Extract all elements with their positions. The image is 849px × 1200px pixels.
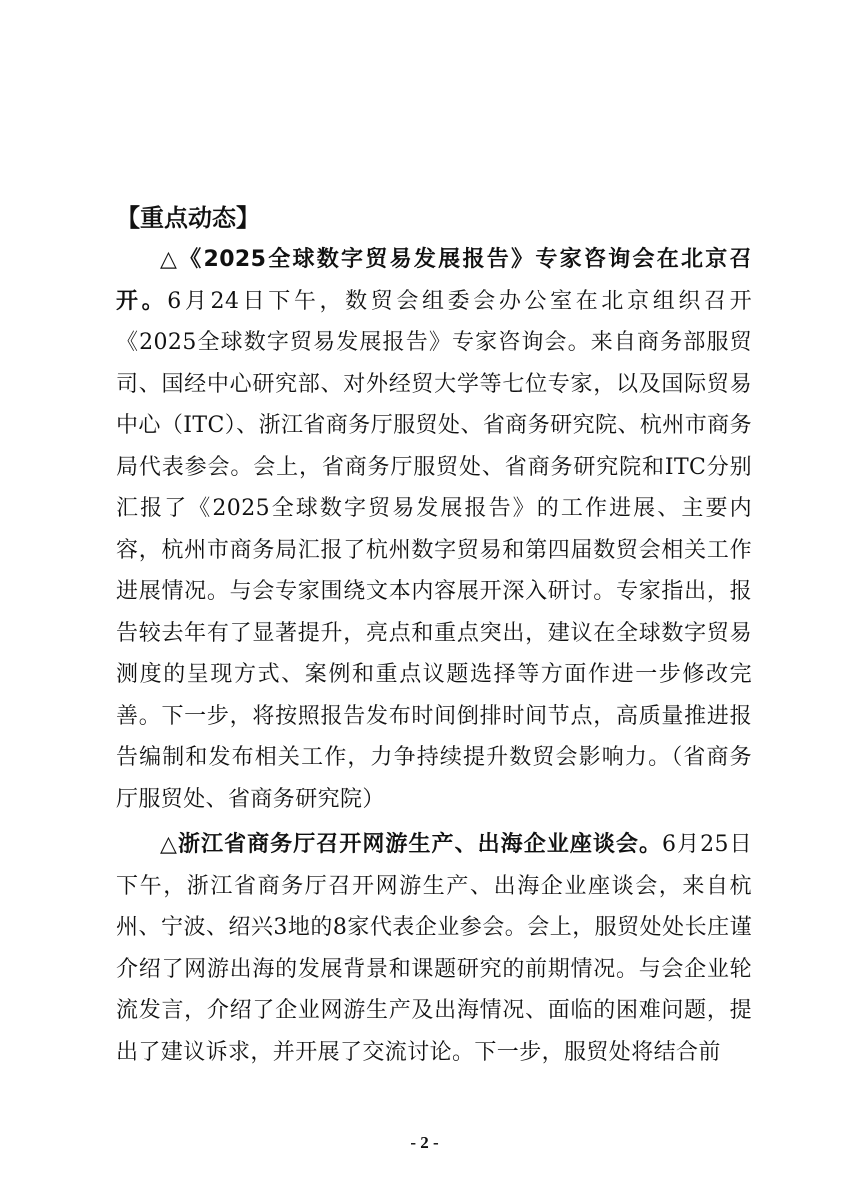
news-item bbox=[116, 239, 752, 820]
document-body bbox=[116, 197, 752, 1077]
news-item-body: 6月25日下午，浙江省商务厅召开网游生产、出海企业座谈会，来自杭州、宁波、绍兴3地的8家代表企业参会。会上，服贸处处长庄谨介绍了网游出海的发展背景和课题研究的前期情况。与会企业轮流发言，介绍了企业网游生产及出海情况、面临的困难问题，提出了建议诉求，并开展了交流讨论。下一步，服贸处将结合前 bbox=[116, 832, 752, 1065]
news-item-headline: △《2025全球数字贸易发展报告》专家咨询会在北京召开。 bbox=[116, 247, 752, 314]
page-number: - 2 - bbox=[410, 1133, 439, 1152]
news-item-headline: △浙江省商务厅召开网游生产、出海企业座谈会。 bbox=[160, 832, 663, 857]
news-item bbox=[116, 824, 752, 1073]
news-item-body: 6月24日下午，数贸会组委会办公室在北京组织召开《2025全球数字贸易发展报告》专家咨询会。来自商务部服贸司、国经中心研究部、对外经贸大学等七位专家，以及国际贸易中心（ITC）、浙江省商务厅服贸处、省商务研究院、杭州市商务局代表参会。会上，省商务厅服贸处、省商务研究院和ITC分别汇报了《2025全球数字贸易发展报告》的工作进展、主要内容，杭州市商务局汇报了杭州数字贸易和第四届数贸会相关工作进展情况。与会专家围绕文本内容展开深入研讨。专家指出，报告较去年有了显著提升，亮点和重点突出，建议在全球数字贸易测度的呈现方式、案例和重点议题选择等方面作进一步修改完善。下一步，将按照报告发布时间倒排时间节点，高质量推进报告编制和发布相关工作，力争持续提升数贸会影响力。（省商务厅服贸处、省商务研究院） bbox=[116, 288, 753, 812]
section-heading: 【重点动态】 bbox=[116, 204, 260, 232]
